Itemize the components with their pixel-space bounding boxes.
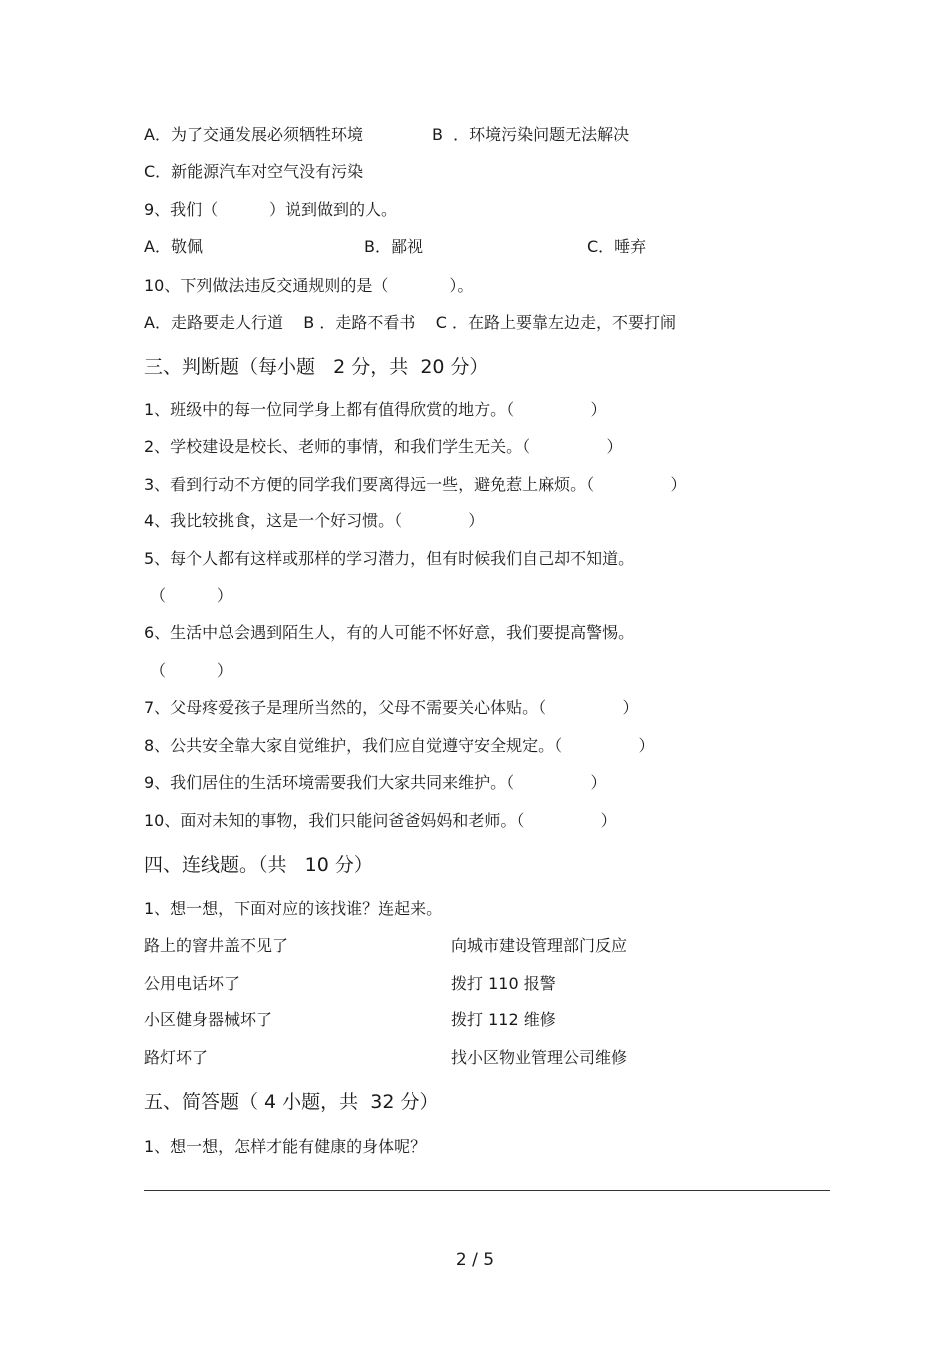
matching-left-3: 小区健身器械坏了: [144, 1010, 273, 1029]
matching-left-2: 公用电话坏了: [144, 974, 241, 993]
section-5-title: 五、简答题（ 4 小题，共 32 分）: [144, 1091, 439, 1113]
tf-item-5: 5、每个人都有这样或那样的学习潜力，但有时候我们自己却不知道。: [144, 549, 635, 568]
tf-item-9: 9、我们居住的生活环境需要我们大家共同来维护。（ ）: [144, 773, 607, 792]
short-answer-question: 1、想一想，怎样才能有健康的身体呢？: [144, 1137, 427, 1156]
section-4-title: 四、连线题。（共 10 分）: [144, 854, 373, 876]
matching-left-1: 路上的窨井盖不见了: [144, 936, 289, 955]
q8-option-b: B ．环境污染问题无法解决: [432, 125, 630, 144]
tf-item-6: 6、生活中总会遇到陌生人，有的人可能不怀好意，我们要提高警惕。: [144, 623, 635, 642]
matching-right-4: 找小区物业管理公司维修: [451, 1048, 628, 1067]
tf-item-8: 8、公共安全靠大家自觉维护，我们应自觉遵守安全规定。（ ）: [144, 736, 655, 755]
q10-options: A．走路要走人行道 B ．走路不看书 C ．在路上要靠左边走，不要打闹: [144, 313, 676, 332]
tf-item-3: 3、看到行动不方便的同学我们要离得远一些，避免惹上麻烦。（ ）: [144, 475, 687, 494]
tf-item-2: 2、学校建设是校长、老师的事情，和我们学生无关。（ ）: [144, 437, 623, 456]
page-indicator: 2 / 5: [455, 1250, 495, 1270]
tf-item-6-answer: （ ）: [150, 661, 233, 680]
tf-item-5-answer: （ ）: [150, 586, 233, 605]
tf-item-7: 7、父母疼爱孩子是理所当然的，父母不需要关心体贴。（ ）: [144, 698, 639, 717]
tf-item-1: 1、班级中的每一位同学身上都有值得欣赏的地方。（ ）: [144, 400, 607, 419]
q9-stem: 9、我们（ ）说到做到的人。: [144, 200, 398, 219]
matching-right-3: 拨打 112 维修: [451, 1010, 556, 1029]
q9-option-c: C．唾弃: [587, 237, 647, 256]
q8-option-a: A．为了交通发展必须牺牲环境: [144, 125, 363, 144]
matching-question: 1、想一想，下面对应的该找谁？连起来。: [144, 899, 443, 918]
tf-item-10: 10、面对未知的事物，我们只能问爸爸妈妈和老师。（ ）: [144, 811, 617, 830]
matching-right-2: 拨打 110 报警: [451, 974, 556, 993]
q9-option-b: B．鄙视: [364, 237, 423, 256]
section-3-title: 三、判断题（每小题 2 分，共 20 分）: [144, 356, 489, 378]
matching-right-1: 向城市建设管理部门反应: [451, 936, 628, 955]
matching-left-4: 路灯坏了: [144, 1048, 209, 1067]
answer-line: [144, 1190, 830, 1191]
q9-option-a: A．敬佩: [144, 237, 203, 256]
tf-item-4: 4、我比较挑食，这是一个好习惯。（ ）: [144, 511, 485, 530]
q10-stem: 10、下列做法违反交通规则的是（ ）。: [144, 276, 474, 295]
q8-option-c: C．新能源汽车对空气没有污染: [144, 162, 364, 181]
